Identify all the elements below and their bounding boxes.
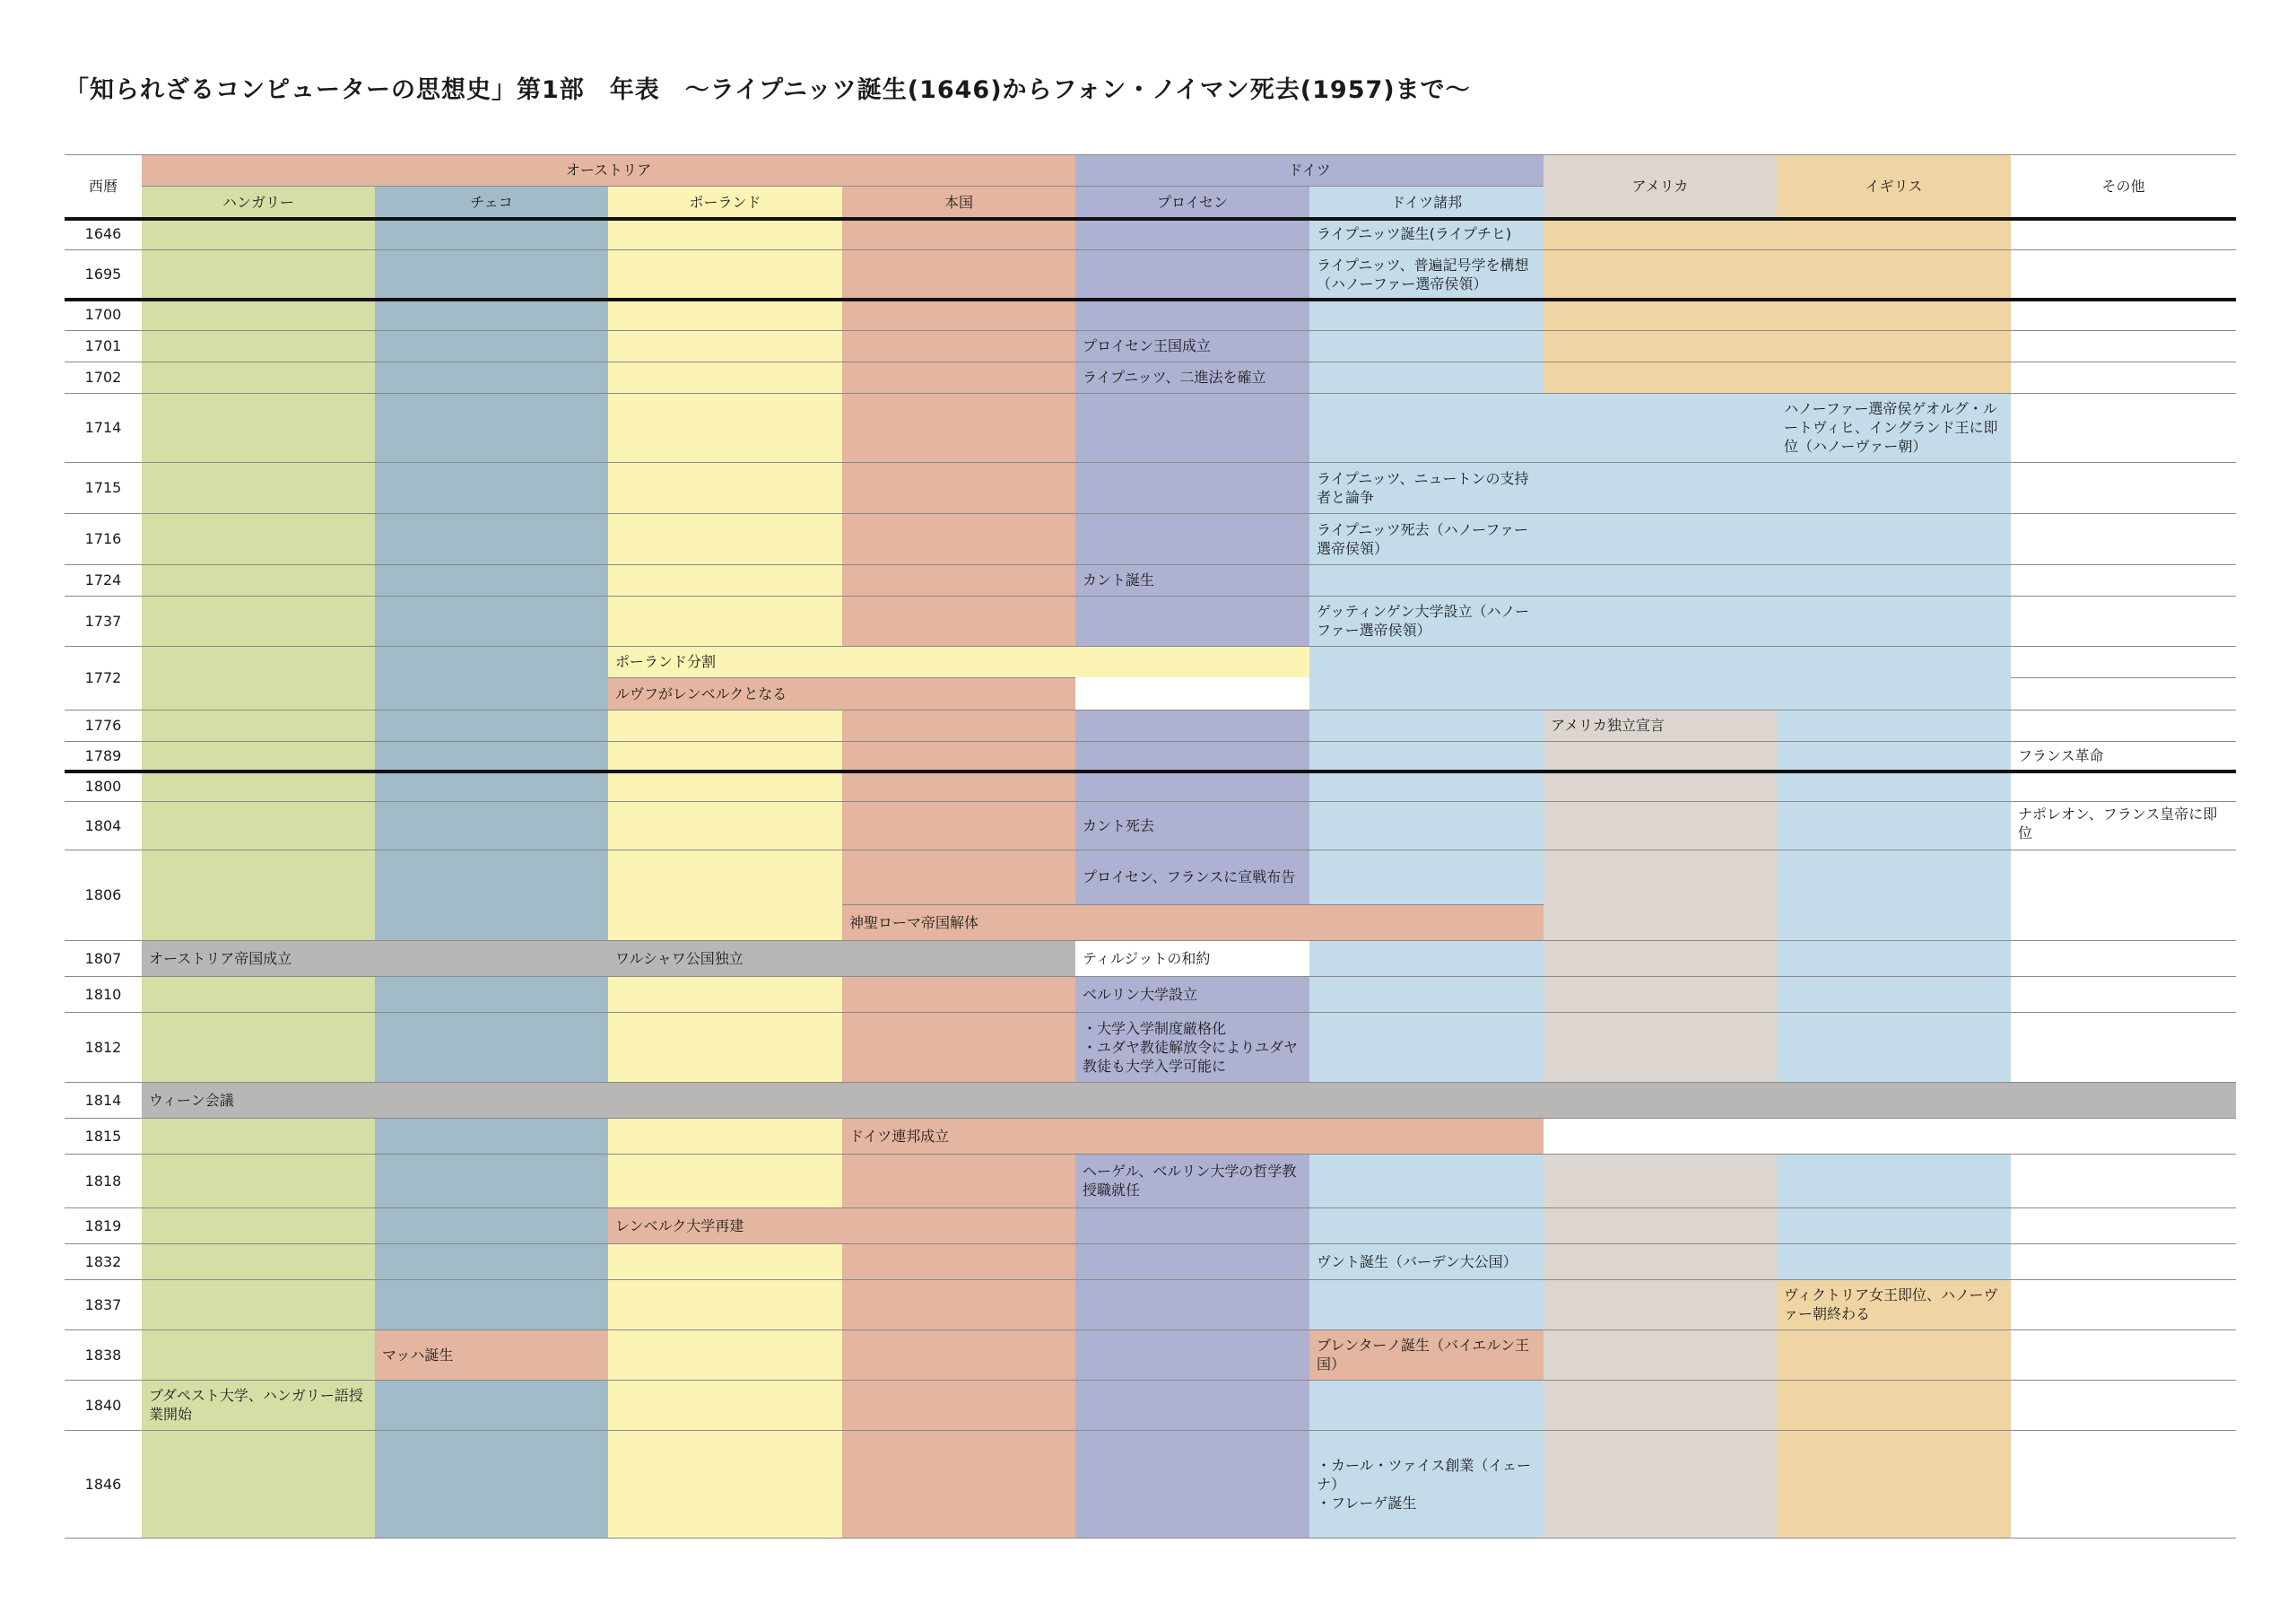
event-lviv-lemberg bbox=[608, 677, 1075, 710]
event-text: ルヴフがレンベルクとなる bbox=[615, 684, 787, 702]
event-prussia-1702 bbox=[1075, 362, 1309, 393]
header-hungary-label: ハンガリー bbox=[222, 193, 294, 211]
header-austria-main-label: 本国 bbox=[944, 193, 973, 211]
column-bg-czech bbox=[375, 218, 608, 940]
column-bg-america bbox=[1544, 1154, 1777, 1538]
year-label: 1737 bbox=[84, 612, 122, 630]
event-america-1776 bbox=[1544, 710, 1777, 741]
column-bg-poland bbox=[608, 1243, 842, 1538]
row-divider bbox=[65, 462, 2236, 463]
event-text: ベルリン大学設立 bbox=[1083, 985, 1198, 1003]
event-german_states-1832 bbox=[1309, 1243, 1544, 1279]
year-label: 1701 bbox=[84, 337, 122, 354]
year-label: 1724 bbox=[84, 571, 122, 588]
header-group-germany-label: ドイツ bbox=[1288, 161, 1331, 179]
event-text: マッハ誕生 bbox=[382, 1346, 454, 1364]
year-label: 1840 bbox=[84, 1396, 122, 1414]
year-label: 1695 bbox=[84, 266, 122, 283]
event-text: レンベルク大学再建 bbox=[615, 1216, 744, 1234]
year-label: 1812 bbox=[84, 1038, 122, 1056]
column-bg-poland bbox=[608, 218, 842, 646]
header-year bbox=[65, 154, 142, 218]
year-label: 1838 bbox=[84, 1346, 122, 1364]
row-divider bbox=[65, 770, 2236, 773]
row-divider bbox=[608, 677, 1075, 678]
row-divider bbox=[142, 186, 1544, 187]
event-prussia-1807 bbox=[1075, 940, 1309, 976]
header-america bbox=[1544, 154, 1777, 218]
event-prussia-1812 bbox=[1075, 1012, 1309, 1082]
column-bg-poland bbox=[608, 1118, 842, 1207]
year-label: 1846 bbox=[84, 1475, 122, 1493]
year-label: 1837 bbox=[84, 1295, 122, 1313]
row-divider bbox=[142, 940, 1075, 941]
row-divider bbox=[65, 1082, 2236, 1083]
event-prussia-1806 bbox=[1075, 850, 1309, 904]
event-poland-partition bbox=[608, 646, 1309, 677]
row-divider bbox=[65, 1329, 2236, 1330]
header-britain bbox=[1777, 154, 2011, 218]
header-america-label: アメリカ bbox=[1631, 178, 1689, 195]
event-other-1789 bbox=[2011, 741, 2236, 771]
column-bg-german_states bbox=[1309, 1154, 1544, 1329]
event-prussia-1804 bbox=[1075, 801, 1309, 850]
row-divider bbox=[65, 1538, 2236, 1539]
row-divider bbox=[65, 1118, 2236, 1119]
row-divider bbox=[65, 249, 2236, 250]
year-label: 1700 bbox=[84, 306, 122, 323]
event-text: ライプニッツ、二進法を確立 bbox=[1083, 369, 1266, 386]
event-text: カント死去 bbox=[1083, 816, 1155, 834]
row-divider bbox=[65, 330, 2236, 331]
column-bg-britain bbox=[1777, 218, 2011, 393]
event-text: ヴィクトリア女王即位、ハノーヴァー朝終わる bbox=[1784, 1286, 1998, 1322]
event-prussia-1818 bbox=[1075, 1154, 1309, 1207]
column-bg-hungary bbox=[142, 218, 375, 940]
year-label: 1772 bbox=[84, 669, 122, 686]
event-text: 神聖ローマ帝国解体 bbox=[849, 913, 979, 931]
event-poland-1807 bbox=[608, 940, 842, 976]
row-divider bbox=[2011, 677, 2236, 678]
event-text: ブレンターノ誕生（バイエルン王国） bbox=[1317, 1337, 1529, 1373]
year-label: 1806 bbox=[84, 886, 122, 903]
event-britain-1837 bbox=[1777, 1279, 2011, 1329]
column-bg-czech bbox=[375, 1118, 608, 1329]
header-german-states-label: ドイツ諸邦 bbox=[1390, 193, 1463, 211]
column-bg-britain bbox=[1777, 393, 2011, 1082]
event-text: ライプニッツ、ニュートンの支持者と論争 bbox=[1317, 469, 1529, 506]
year-label: 1789 bbox=[84, 747, 122, 764]
year-label: 1646 bbox=[84, 225, 122, 242]
event-german_states-1737 bbox=[1309, 596, 1544, 646]
event-text: ドイツ連邦成立 bbox=[849, 1127, 950, 1145]
event-german_states-1846 bbox=[1309, 1430, 1544, 1538]
event-text: ライプニッツ死去（ハノーファー選帝侯領） bbox=[1317, 520, 1529, 557]
year-label: 1800 bbox=[84, 777, 122, 795]
header-other bbox=[2011, 154, 2236, 218]
event-britain-1714 bbox=[1777, 393, 2011, 462]
header-czech bbox=[375, 186, 608, 218]
event-czech-1838 bbox=[375, 1329, 608, 1380]
event-text: ナポレオン、フランス皇帝に即位 bbox=[2018, 806, 2218, 841]
header-year-label: 西暦 bbox=[88, 178, 117, 195]
row-divider bbox=[65, 801, 2236, 802]
row-divider bbox=[65, 298, 2236, 301]
event-text: カント誕生 bbox=[1083, 571, 1155, 588]
row-divider bbox=[65, 1430, 2236, 1431]
event-text: ライプニッツ誕生(ライプチヒ) bbox=[1317, 225, 1512, 242]
event-text: ブダペスト大学、ハンガリー語授業開始 bbox=[149, 1387, 363, 1423]
column-bg-poland bbox=[608, 976, 842, 1082]
event-text: ヴント誕生（バーデン大公国） bbox=[1317, 1252, 1518, 1270]
year-label: 1815 bbox=[84, 1127, 122, 1145]
event-german_states-1838 bbox=[1309, 1329, 1544, 1380]
page-title: 「知られざるコンピューターの思想史」第1部 年表 〜ライプニッツ誕生(1646)からフォン・ノイマン死去(1957)まで〜 bbox=[65, 76, 1471, 104]
header-group-germany bbox=[1075, 154, 1544, 186]
event-other-1804 bbox=[2011, 801, 2236, 850]
row-divider bbox=[65, 1207, 2236, 1208]
event-text: ハノーファー選帝侯ゲオルグ・ルートヴィヒ、イングランド王に即位（ハノーヴァー朝） bbox=[1784, 400, 1998, 455]
event-hungary-1840 bbox=[142, 1380, 375, 1430]
year-label: 1716 bbox=[84, 530, 122, 547]
row-divider bbox=[65, 1243, 2236, 1244]
event-hre-dissolution bbox=[842, 904, 1544, 940]
row-divider bbox=[65, 596, 2236, 597]
event-german_states-1716 bbox=[1309, 513, 1544, 564]
year-label: 1804 bbox=[84, 816, 122, 834]
year-label: 1714 bbox=[84, 419, 122, 436]
column-bg-britain bbox=[1777, 1154, 2011, 1279]
column-bg-austria bbox=[842, 218, 1075, 646]
event-text: プロイセン王国成立 bbox=[1083, 337, 1212, 354]
column-bg-czech bbox=[375, 1380, 608, 1538]
year-label: 1814 bbox=[84, 1091, 122, 1109]
row-divider bbox=[842, 904, 1544, 905]
row-divider bbox=[65, 393, 2236, 394]
event-vienna-congress bbox=[142, 1082, 2236, 1118]
row-divider bbox=[65, 976, 2236, 977]
event-text: ライプニッツ、普遍記号学を構想（ハノーファー選帝侯領） bbox=[1317, 256, 1529, 292]
header-britain-label: イギリス bbox=[1865, 178, 1923, 195]
header-hungary bbox=[142, 186, 375, 218]
year-label: 1807 bbox=[84, 949, 122, 967]
event-text: ヘーゲル、ベルリン大学の哲学教授職就任 bbox=[1083, 1163, 1297, 1199]
event-prussia-1724 bbox=[1075, 564, 1309, 596]
year-label: 1818 bbox=[84, 1172, 122, 1190]
column-bg-america bbox=[1544, 710, 1777, 1082]
event-text: ゲッティンゲン大学設立（ハノーファー選帝侯領） bbox=[1317, 603, 1529, 639]
event-lemberg-university bbox=[608, 1207, 1075, 1243]
header-poland bbox=[608, 186, 842, 218]
column-bg-hungary bbox=[142, 1118, 375, 1538]
row-divider bbox=[65, 564, 2236, 565]
column-bg-czech bbox=[375, 976, 608, 1082]
year-label: 1715 bbox=[84, 479, 122, 496]
header-prussia-label: プロイセン bbox=[1156, 193, 1229, 211]
event-prussia-1810 bbox=[1075, 976, 1309, 1012]
year-label: 1819 bbox=[84, 1216, 122, 1234]
year-label: 1776 bbox=[84, 717, 122, 734]
header-group-austria bbox=[142, 154, 1075, 186]
row-divider bbox=[65, 1380, 2236, 1381]
header-german-states bbox=[1309, 186, 1544, 218]
event-text: オーストリア帝国成立 bbox=[149, 949, 292, 967]
event-german-confederation bbox=[842, 1118, 1544, 1154]
event-text: アメリカ独立宣言 bbox=[1551, 717, 1665, 734]
header-czech-label: チェコ bbox=[470, 193, 513, 211]
event-text: ティルジットの和約 bbox=[1083, 949, 1211, 967]
row-divider bbox=[65, 1154, 2236, 1155]
event-text: ・大学入学制度厳格化 ・ユダヤ教徒解放令によりユダヤ教徒も大学入学可能に bbox=[1083, 1019, 1299, 1075]
header-poland-label: ポーランド bbox=[689, 193, 761, 211]
event-prussia-1701 bbox=[1075, 330, 1309, 362]
header-group-austria-label: オーストリア bbox=[565, 161, 652, 179]
event-text: ワルシャワ公国独立 bbox=[615, 949, 744, 967]
event-text: フランス革命 bbox=[2018, 747, 2104, 764]
event-text: プロイセン、フランスに宣戦布告 bbox=[1083, 868, 1296, 885]
header-prussia bbox=[1075, 186, 1309, 218]
event-text: ・カール・ツァイス創業（イェーナ） ・フレーゲ誕生 bbox=[1317, 1456, 1531, 1512]
event-german_states-1695 bbox=[1309, 249, 1544, 299]
row-divider bbox=[65, 1279, 2236, 1280]
event-german_states-1646 bbox=[1309, 218, 1544, 249]
column-bg-america bbox=[1544, 393, 1777, 710]
header-other-label: その他 bbox=[2101, 178, 2145, 195]
row-divider bbox=[65, 217, 2236, 221]
column-bg-poland bbox=[608, 710, 842, 940]
column-bg-america bbox=[1544, 218, 1777, 393]
row-divider bbox=[65, 513, 2236, 514]
row-divider bbox=[65, 646, 2236, 647]
year-label: 1832 bbox=[84, 1252, 122, 1270]
row-divider bbox=[65, 1012, 2236, 1013]
column-bg-austria bbox=[842, 976, 1075, 1082]
row-divider bbox=[65, 154, 2236, 155]
header-austria-main bbox=[842, 186, 1075, 218]
column-bg-hungary bbox=[142, 976, 375, 1082]
year-label: 1810 bbox=[84, 985, 122, 1003]
row-divider bbox=[65, 741, 2236, 742]
event-german_states-1715 bbox=[1309, 462, 1544, 513]
year-label: 1702 bbox=[84, 369, 122, 386]
column-bg-german_states bbox=[1309, 218, 1544, 1082]
event-text: ポーランド分割 bbox=[615, 653, 717, 670]
event-text: ウィーン会議 bbox=[149, 1091, 234, 1109]
column-bg-prussia bbox=[1075, 1154, 1309, 1538]
